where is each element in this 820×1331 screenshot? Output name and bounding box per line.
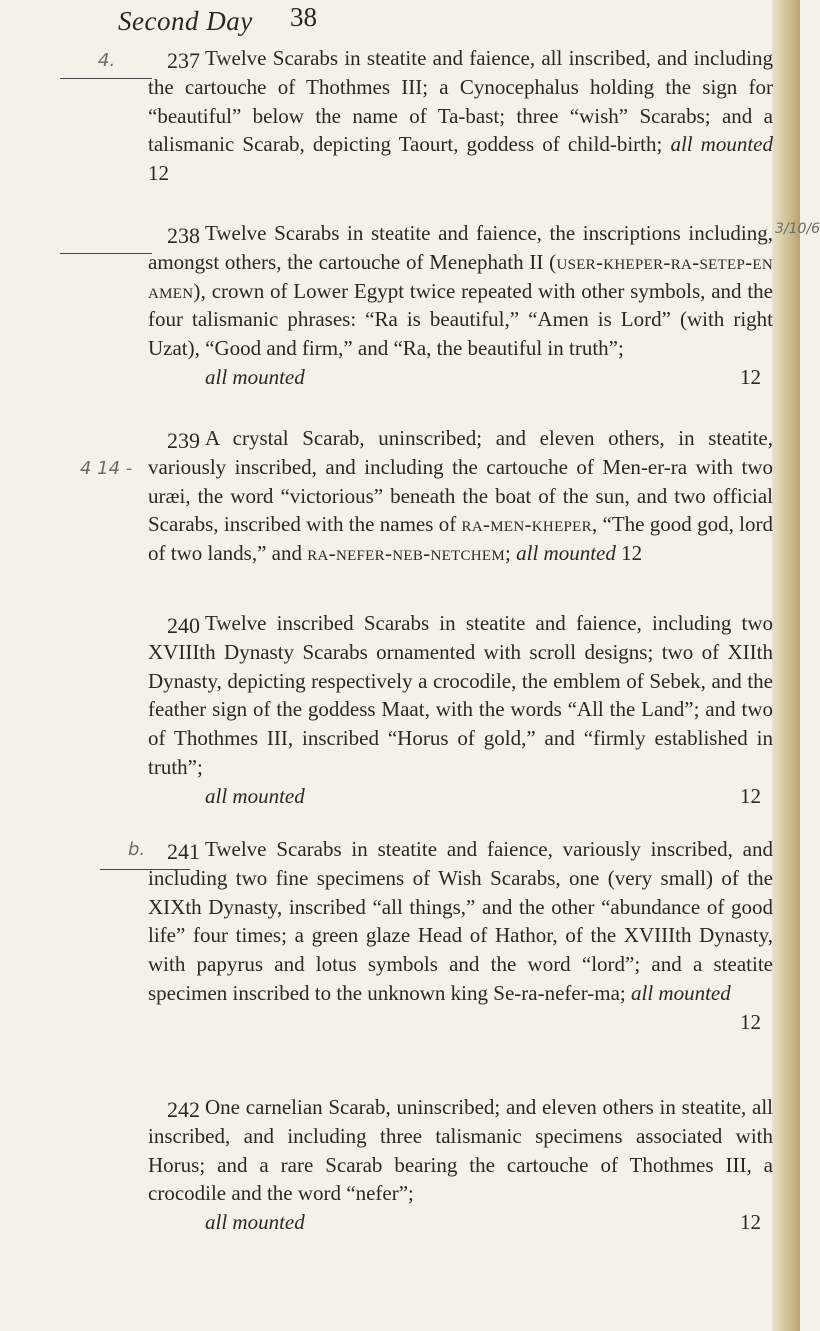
lot-mounted-note: all mounted (516, 541, 616, 566)
lot-number: 240 (167, 613, 200, 638)
page-number: 38 (290, 2, 317, 32)
lot-text: A crystal Scarab, uninscribed; and eleven others, in steatite, variously inscribed, and including the cartouche of Men-er-ra with two uræi, the word “victorious” beneath the boat of the sun, and two official Scarabs, inscribed with the names of (148, 426, 773, 537)
page-header (118, 0, 518, 40)
lot-text-cont: , crown of Lower Egypt twice repeated with other symbols, and the four talismanic phrases: “Ra is beautiful,” “Amen is Lord” (with right Uzat), “Good and firm,” and “Ra, the beautiful in truth”; (148, 278, 773, 361)
lot-mounted-note: all mounted (205, 1210, 305, 1235)
lot-text: Twelve inscribed Scarabs in steatite and faience, including two XVIIIth Dynasty Scarabs ornamented with scroll designs; two of XIIth Dynasty, depicting respectively a crocodile, the emblem of Sebek, and the feather sign of the goddess Maat, with the words “All the Land”; and two of Thothmes III, inscribed “Horus of gold,” and “firmly established in truth”; (148, 611, 773, 779)
lot-number: 238 (167, 223, 200, 248)
lot-cartouche: (user-kheper-ra-setep-en amen) (148, 249, 774, 303)
margin-annotation: 4 14 - (80, 458, 133, 479)
lot-mounted-note: all mounted (205, 364, 305, 389)
lot-names: ra-nefer-neb-netchem (307, 541, 506, 566)
margin-annotation: b. (128, 839, 146, 860)
lot-names: ra-men-kheper (461, 512, 592, 537)
lot-quantity: 12 (740, 364, 761, 389)
lot-number: 241 (167, 839, 200, 864)
margin-rule (60, 253, 152, 254)
lot-text-cont: , “The good god, lord of two lands,” and (148, 512, 773, 566)
lot-quantity: 12 (740, 1009, 761, 1034)
lot-text: Twelve Scarabs in steatite and faience, all inscribed, and including the cartouche of Thothmes III; a Cynocephalus holding the sign for “beautiful” below the name of Ta-bast; three “wish” Scarabs; and a talismanic Scarab, depicting Taourt, goddess of child-birth; (148, 46, 773, 157)
lot-number: 239 (167, 428, 200, 453)
lot-quantity: 12 (740, 1210, 761, 1235)
lot-mounted-note: all mounted (205, 783, 305, 808)
lot-punct: ; (505, 541, 511, 566)
lot-quantity: 12 (740, 783, 761, 808)
margin-annotation: 3/10/6 (775, 221, 820, 237)
lot-quantity: 12 (148, 161, 169, 186)
day-heading: Second Day (118, 6, 253, 36)
lot-mounted-note: all mounted (631, 980, 731, 1005)
lot-text: Twelve Scarabs in steatite and faience, the inscriptions including, amongst others, the cartouche of Menephath II (148, 221, 773, 274)
lot-mounted-note: all mounted (670, 132, 774, 157)
lot-text: Twelve Scarabs in steatite and faience, variously inscribed, and including two fine specimens of Wish Scarabs, one (very small) of the XIXth Dynasty, inscribed “all things,” and the other “abundance of good life” four times; a green glaze Head of Hathor, of the XVIIIth Dynasty, with papyrus and lotus symbols and the word “lord”; and a steatite specimen inscribed to the unknown king Se-ra-nefer-ma; (148, 837, 773, 1005)
lot-text: One carnelian Scarab, uninscribed; and eleven others in steatite, all inscribed, and including three talismanic specimens associated with Horus; and a rare Scarab bearing the cartouche of Thothmes III, a crocodile and the word “nefer”; (148, 1095, 773, 1206)
page-edge (772, 0, 800, 1331)
lot-number: 242 (167, 1097, 200, 1122)
lot-number: 237 (167, 48, 200, 73)
margin-rule (60, 78, 152, 79)
margin-annotation: 4. (98, 50, 116, 71)
lot-quantity: 12 (621, 541, 643, 566)
